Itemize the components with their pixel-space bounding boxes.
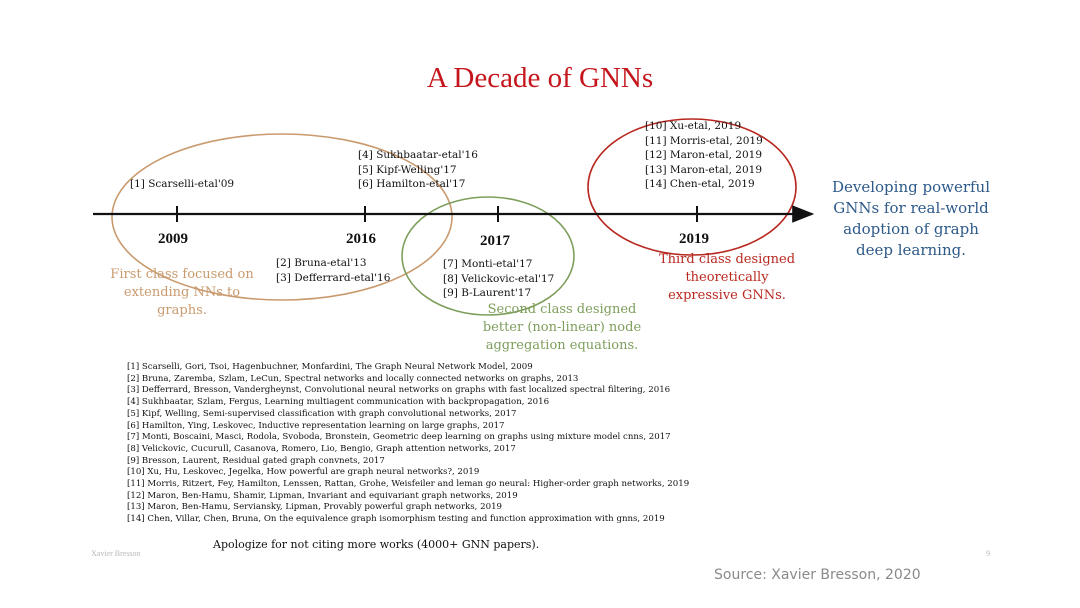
year-label-2019: 2019 [679,231,709,247]
reference-item: [8] Velickovic, Cucurull, Casanova, Romero, Lio, Bengio, Graph attention networks, 2017 [127,443,516,454]
citation-item: [4] Sukhbaatar-etal'16 [358,149,478,161]
second-class-description: Second class designed better (non-linear) node aggregation equations. [482,302,642,353]
citation-item: [10] Xu-etal, 2019 [645,120,742,132]
source-credit: Source: Xavier Bresson, 2020 [714,567,921,583]
references-list [127,362,689,526]
citation-group-2017 [443,257,554,301]
citation-item: [14] Chen-etal, 2019 [645,178,755,190]
citation-item: [11] Morris-etal, 2019 [645,134,763,147]
reference-item: [14] Chen, Villar, Chen, Bruna, On the equivalence graph isomorphism testing and function approximation with gnns, 2019 [127,514,665,525]
reference-item: [12] Maron, Ben-Hamu, Shamir, Lipman, Invariant and equivariant graph networks, 2019 [127,490,518,501]
citation-item: [1] Scarselli-etal'09 [130,178,235,190]
reference-item: [4] Sukhbaatar, Szlam, Fergus, Learning multiagent communication with backpropagation, 2016 [127,397,550,408]
goal-text: Developing powerful GNNs for real-world adoption of graph deep learning. [831,178,991,259]
slide-title: A Decade of GNNs [426,62,654,94]
citation-group-2016-below [276,256,390,285]
citation-item: [2] Bruna-etal'13 [276,257,367,269]
citation-item: [9] B-Laurent'17 [443,287,532,299]
apology-note: Apologize for not citing more works (4000+ GNN papers). [213,538,540,551]
citation-group-2009 [130,177,234,192]
reference-item: [13] Maron, Ben-Hamu, Serviansky, Lipman, Provably powerful graph networks, 2019 [127,502,503,513]
reference-item: [1] Scarselli, Gori, Tsoi, Hagenbuchner, Monfardini, The Graph Neural Network Model, 2009 [127,362,533,372]
footer-author: Xavier Bresson [91,549,141,558]
year-label-2017: 2017 [480,233,510,249]
citation-item: [7] Monti-etal'17 [443,258,533,270]
reference-item: [3] Defferrard, Bresson, Vandergheynst, Convolutional neural networks on graphs with fast localized spectral filtering, 2016 [127,385,671,396]
citation-item: [12] Maron-etal, 2019 [645,149,763,161]
citation-item: [8] Velickovic-etal'17 [443,272,555,285]
reference-item: [2] Bruna, Zaremba, Szlam, LeCun, Spectral networks and locally connected networks on graphs, 2013 [127,373,579,384]
citation-item: [5] Kipf-Welling'17 [358,163,457,176]
reference-item: [9] Bresson, Laurent, Residual gated graph convnets, 2017 [127,455,385,466]
third-class-description: Third class designed theoretically expressive GNNs. [658,252,796,303]
reference-item: [7] Monti, Boscaini, Masci, Rodola, Svoboda, Bronstein, Geometric deep learning on graphs using mixture model cnns, 2017 [127,432,671,443]
year-label-2009: 2009 [158,231,188,247]
year-label-2016: 2016 [346,231,376,247]
page-number: 9 [986,549,990,558]
reference-item: [11] Morris, Ritzert, Fey, Hamilton, Lenssen, Rattan, Grohe, Weisfeiler and leman go neural: Higher-order graph networks, 2019 [127,479,690,490]
citation-item: [13] Maron-etal, 2019 [645,163,763,176]
reference-item: [6] Hamilton, Ying, Leskovec, Inductive representation learning on large graphs, 2017 [127,420,505,431]
citation-item: [3] Defferrard-etal'16 [276,271,391,284]
reference-item: [10] Xu, Hu, Leskovec, Jegelka, How powerful are graph neural networks?, 2019 [127,467,480,478]
first-class-description: First class focused on extending NNs to graphs. [110,267,254,318]
citation-group-2019 [645,119,763,192]
citation-group-2016-above [358,148,478,192]
reference-item: [5] Kipf, Welling, Semi-supervised classification with graph convolutional networks, 2017 [127,408,517,419]
citation-item: [6] Hamilton-etal'17 [358,178,466,190]
